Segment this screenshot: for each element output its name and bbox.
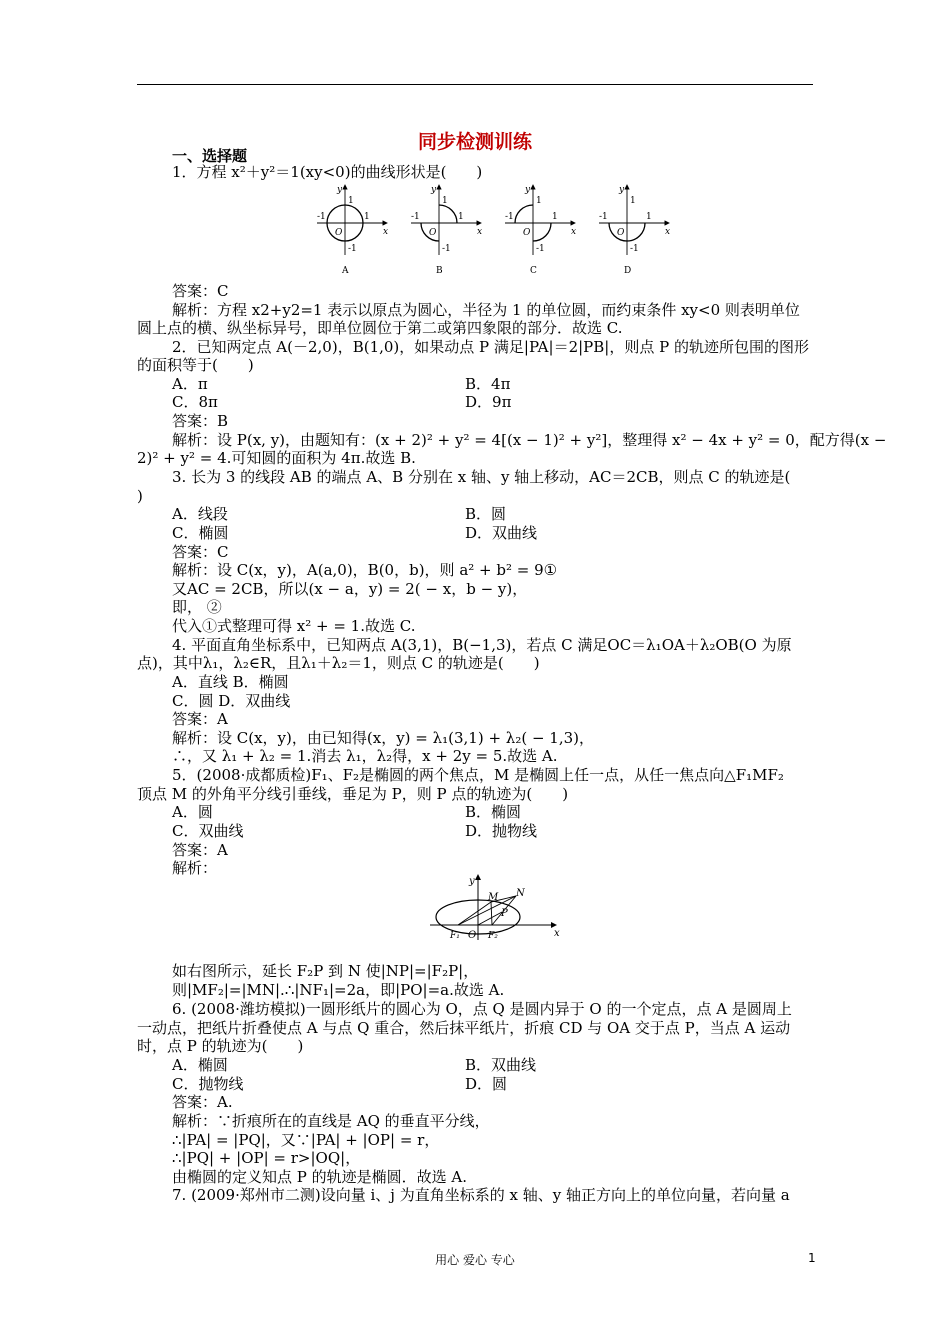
option-sketch-c <box>505 185 576 276</box>
line-text: 则|MF₂|=|MN|.∴|NF₁|=2a，即|PO|=a.故选 A. <box>172 981 505 999</box>
fig2-p-label: P <box>501 908 508 919</box>
axis-x-label: x <box>477 227 483 237</box>
option-sketch-d <box>599 185 670 276</box>
tick-neg-one-label: -1 <box>630 244 639 254</box>
line-text: C．圆 D．双曲线 <box>172 692 291 710</box>
line-text: ) <box>137 487 143 505</box>
line-option-right: B．椭圆 <box>465 803 522 821</box>
line-text: A．椭圆 <box>172 1056 228 1074</box>
page-footer: 用心 爱心 专心 <box>435 1253 515 1267</box>
line-text: 2)² + y² = 4.可知圆的面积为 4π.故选 B. <box>137 449 416 467</box>
tick-one-label: 1 <box>442 196 448 206</box>
line-text: 6. (2008·潍坊模拟)一圆形纸片的圆心为 O，点 Q 是圆内异于 O 的一个定点，点 A 是圆周上 <box>172 1000 792 1018</box>
fig2-m-label: M <box>488 892 499 903</box>
tick-neg-one-label: -1 <box>536 244 545 254</box>
tick-neg-one-label: -1 <box>411 212 420 222</box>
line-text: 又AC = 2CB，所以(x − a，y) = 2( − x，b − y)， <box>172 580 528 598</box>
tick-neg-one-label: -1 <box>599 212 608 222</box>
line-text: 一动点，把纸片折叠使点 A 与点 Q 重合，然后抹平纸片，折痕 CD 与 OA 交于点 P，当点 A 运动 <box>137 1019 791 1037</box>
tick-neg-one-label: -1 <box>317 212 326 222</box>
line-text: 1．方程 x²＋y²＝1(xy<0)的曲线形状是( ) <box>172 163 483 181</box>
line-text: 4. 平面直角坐标系中，已知两点 A(3,1)，B(−1,3)，若点 C 满足OC＝λ₁OA＋λ₂OB(O 为原 <box>172 636 792 654</box>
line-text: A．直线 B．椭圆 <box>172 673 289 691</box>
tick-one-label: 1 <box>552 212 558 222</box>
line-text: C．抛物线 <box>172 1075 244 1093</box>
line-text: 答案：C <box>172 282 229 300</box>
tick-one-label: 1 <box>536 196 542 206</box>
line-text: 圆上点的横、纵坐标异号，即单位圆位于第二或第四象限的部分．故选 C. <box>137 319 623 337</box>
tick-one-label: 1 <box>646 212 652 222</box>
line-text: 代入①式整理可得 x² + = 1.故选 C. <box>172 617 416 635</box>
option-label: B <box>436 266 443 276</box>
line-text: A．线段 <box>172 505 228 523</box>
axis-x-label: x <box>665 227 671 237</box>
line-text: 答案：A. <box>172 1093 233 1111</box>
tick-one-label: 1 <box>458 212 464 222</box>
axis-x-label: x <box>571 227 577 237</box>
line-text: ∴|PA| = |PQ|，又∵|PA| + |OP| = r， <box>172 1131 440 1149</box>
line-text: A．圆 <box>172 803 213 821</box>
option-label: D <box>624 266 632 276</box>
line-text: 解析：∵折痕所在的直线是 AQ 的垂直平分线， <box>172 1112 490 1130</box>
header-rule <box>137 84 813 85</box>
fig2-y-label: y <box>469 876 475 887</box>
line-text: 由椭圆的定义知点 P 的轨迹是椭圆．故选 A. <box>172 1168 467 1186</box>
origin-label: O <box>617 228 625 238</box>
line-text: 解析：设 P(x, y)，由题知有：(x + 2)² + y² = 4[(x − 1)² + y²]，整理得 x² − 4x + y² = 0，配方得(x − <box>172 431 887 449</box>
line-option-right: B．圆 <box>465 505 507 523</box>
option-label: C <box>530 266 537 276</box>
line-text: 解析：方程 x2+y2=1 表示以原点为圆心，半径为 1 的单位圆，而约束条件 xy<0 则表明单位 <box>172 301 800 319</box>
line-option-right: D．圆 <box>465 1075 508 1093</box>
tick-one-label: 1 <box>630 196 636 206</box>
line-text: 解析：设 C(x，y)，A(a,0)，B(0，b)，则 a² + b² = 9① <box>172 561 558 579</box>
option-sketch-a <box>317 185 388 276</box>
line-text: 即， ② <box>172 598 222 616</box>
page-number: 1 <box>808 1251 816 1265</box>
line-option-right: B．双曲线 <box>465 1056 537 1074</box>
axis-y-label: y <box>525 185 531 195</box>
fig2-f2-label: F₂ <box>488 931 498 941</box>
fig2-origin-label: O <box>468 930 477 941</box>
line-text: 答案：C <box>172 543 229 561</box>
line-option-right: D．9π <box>465 393 512 411</box>
line-text: 3. 长为 3 的线段 AB 的端点 A、B 分别在 x 轴、y 轴上移动，AC＝2CB，则点 C 的轨迹是( <box>172 468 791 486</box>
axis-y-label: y <box>619 185 625 195</box>
line-option-right: D．双曲线 <box>465 524 538 542</box>
line-text: C．双曲线 <box>172 822 244 840</box>
tick-one-label: 1 <box>364 212 370 222</box>
line-text: 如右图所示，延长 F₂P 到 N 使|NP|=|F₂P|， <box>172 962 479 980</box>
figure-ellipse <box>428 872 563 942</box>
line-text: 答案：B <box>172 412 229 430</box>
line-text: 点)，其中λ₁，λ₂∈R，且λ₁＋λ₂＝1，则点 C 的轨迹是( ) <box>137 654 540 672</box>
line-text: 解析： <box>172 859 218 877</box>
axis-x-label: x <box>383 227 389 237</box>
fig2-n-label: N <box>516 888 525 899</box>
origin-label: O <box>429 228 437 238</box>
line-text: 的面积等于( ) <box>137 356 254 374</box>
line-text: ∴，又 λ₁ + λ₂ = 1.消去 λ₁，λ₂得，x + 2y = 5.故选 A. <box>172 747 558 765</box>
line-text: A．π <box>172 375 208 393</box>
fig2-x-label: x <box>554 928 560 939</box>
line-option-right: D．抛物线 <box>465 822 538 840</box>
line-text: 5．(2008·成都质检)F₁、F₂是椭圆的两个焦点，M 是椭圆上任一点，从任一焦点向△F₁MF₂ <box>172 766 784 784</box>
option-sketch-b <box>411 185 482 276</box>
axis-y-label: y <box>337 185 343 195</box>
axis-y-label: y <box>431 185 437 195</box>
line-text: 答案：A <box>172 710 228 728</box>
line-text: C．8π <box>172 393 218 411</box>
option-label: A <box>342 266 349 276</box>
figure-curve-options <box>305 183 671 278</box>
tick-neg-one-label: -1 <box>442 244 451 254</box>
line-text: 答案：A <box>172 841 228 859</box>
line-text: C．椭圆 <box>172 524 229 542</box>
line-text: 解析：设 C(x，y)，由已知得(x，y) = λ₁(3,1) + λ₂( − 1,3)， <box>172 729 594 747</box>
line-text: 7. (2009·郑州市二测)设向量 i、j 为直角坐标系的 x 轴、y 轴正方向上的单位向量，若向量 a <box>172 1186 790 1204</box>
page-title: 同步检测训练 <box>417 131 532 153</box>
tick-neg-one-label: -1 <box>348 244 357 254</box>
tick-neg-one-label: -1 <box>505 212 514 222</box>
line-option-right: B．4π <box>465 375 511 393</box>
line-text: 顶点 M 的外角平分线引垂线，垂足为 P，则 P 点的轨迹为( ) <box>137 785 569 803</box>
line-text: 2．已知两定点 A(－2,0)，B(1,0)，如果动点 P 满足|PA|＝2|PB|，则点 P 的轨迹所包围的图形 <box>172 338 809 356</box>
origin-label: O <box>335 228 343 238</box>
line-text: ∴|PQ| + |OP| = r>|OQ|， <box>172 1149 361 1167</box>
line-text: 时，点 P 的轨迹为( ) <box>137 1037 304 1055</box>
fig2-f1-label: F₁ <box>450 931 460 941</box>
origin-label: O <box>523 228 531 238</box>
tick-one-label: 1 <box>348 196 354 206</box>
